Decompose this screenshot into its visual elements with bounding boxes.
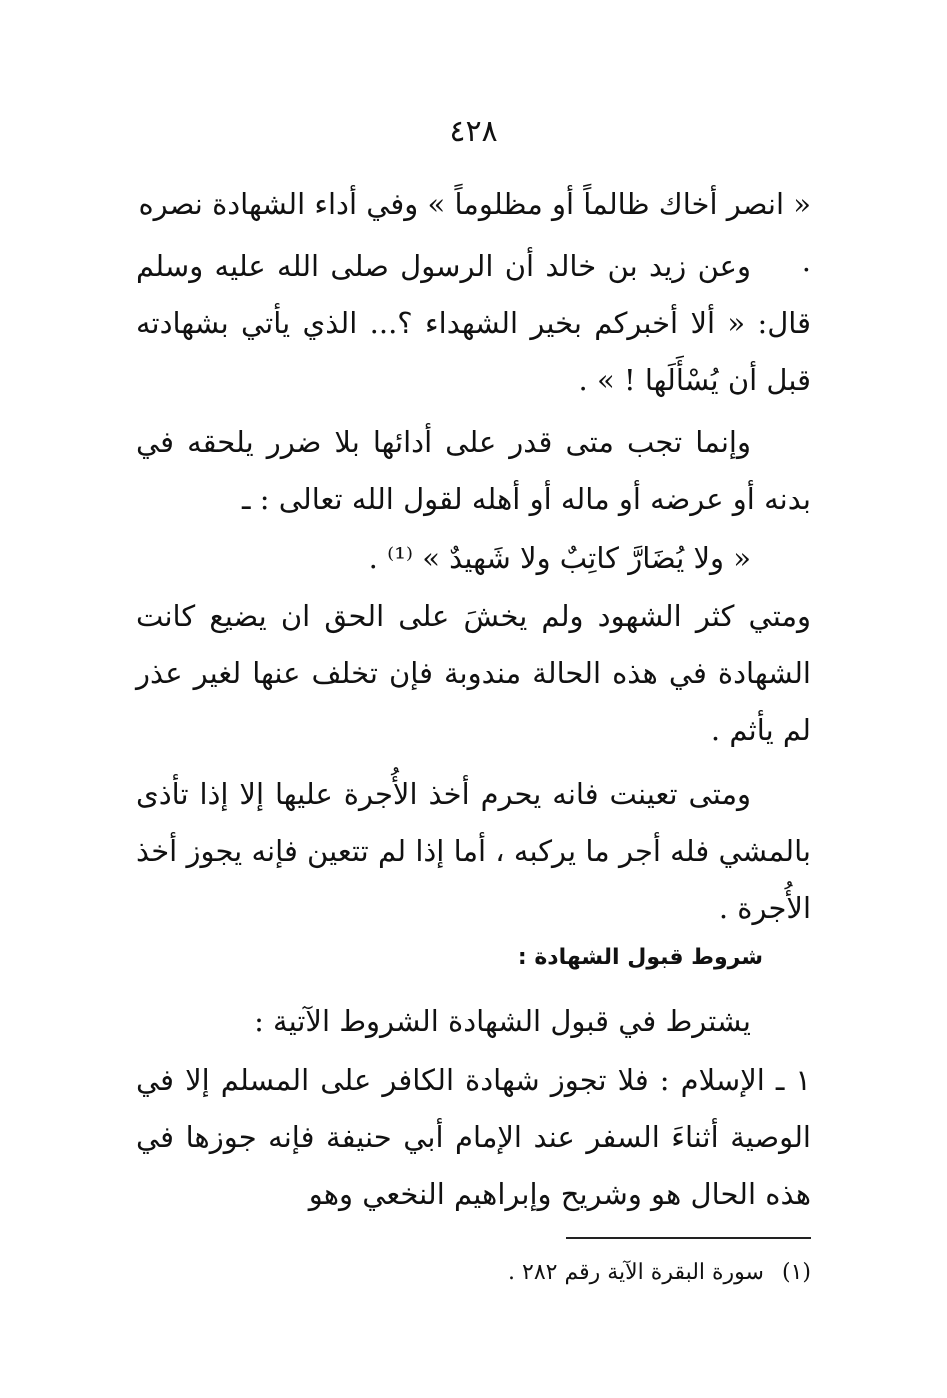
obligation-paragraph: وإنما تجب متى قدر على أدائها بلا ضرر يلحقه في بدنه أو عرضه أو ماله أو أهله لقول الله تعالى : ـ xyxy=(136,425,811,516)
payment-paragraph: ومتى تعينت فانه يحرم أخذ الأُجرة عليها إلا إذا تأذى بالمشي فله أجر ما يركبه ، أما إذا لم تتعين فإنه يجوز أخذ الأُجرة . xyxy=(136,777,811,925)
footnote xyxy=(136,1256,811,1290)
islam-condition-paragraph: ١ ـ الإسلام : فلا تجوز شهادة الكافر على المسلم إلا في الوصية أثناءَ السفر عند الإمام أبي حنيفة فإنه جوزها في هذه الحال هو وشريح وإبراهيم النخعي وهو xyxy=(136,1063,811,1211)
conditions-intro-paragraph: يشترط في قبول الشهادة الشروط الآتية : xyxy=(254,1004,751,1038)
footnote-divider xyxy=(566,1237,811,1239)
footnote-marker: (١) xyxy=(781,1260,811,1285)
quran-verse-line: « ولا يُضَارَّ كاتِبٌ ولا شَهيدٌ » ⁽¹⁾ . xyxy=(368,541,751,575)
zaid-ibn-khalid-hadith-paragraph: وعن زيد بن خالد أن الرسول صلى الله عليه وسلم قال: « ألا أخبركم بخير الشهداء ؟... الذي يأتي بشهادته قبل أن يُسْأَلَها ! » . xyxy=(136,249,811,397)
many-witnesses-paragraph: ومتي كثر الشهود ولم يخشَ على الحق ان يضيع كانت الشهادة في هذه الحالة مندوبة فإن تخلف عنها لغير عذر لم يأثم . xyxy=(136,599,811,747)
section-heading-conditions: شروط قبول الشهادة : xyxy=(517,945,763,970)
page-number: ٤٢٨ xyxy=(449,114,498,149)
footnote-text: سورة البقرة الآية رقم ٢٨٢ . xyxy=(508,1260,764,1285)
hadith-quote-paragraph: « انصر أخاك ظالماً أو مظلوماً » وفي أداء الشهادة نصره . xyxy=(138,187,811,278)
